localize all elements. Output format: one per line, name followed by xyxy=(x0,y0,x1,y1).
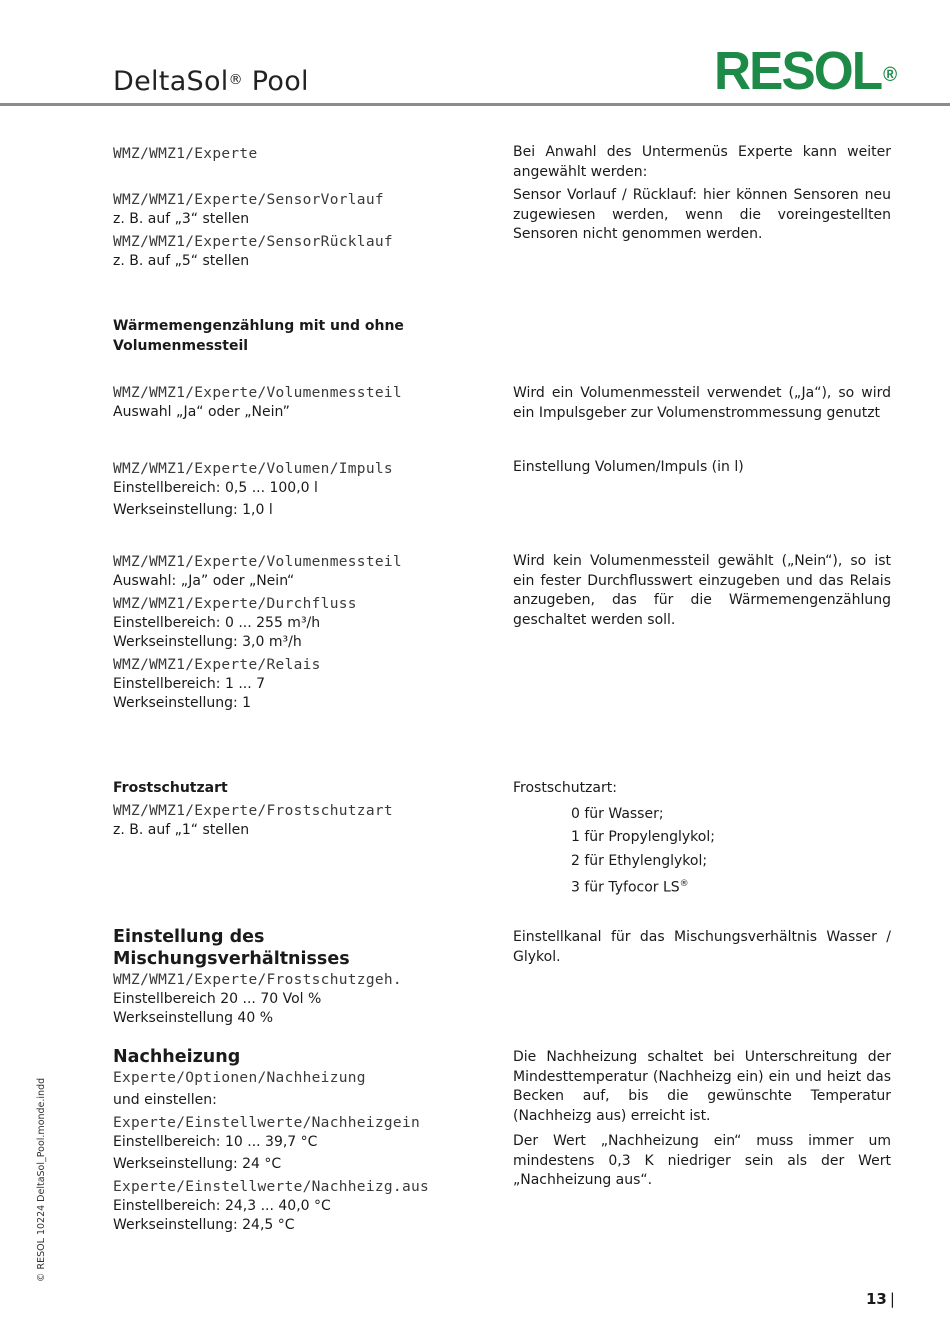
setting-range: Einstellbereich: 24,3 ... 40,0 °C xyxy=(113,1198,331,1214)
section-experte-right xyxy=(513,143,891,249)
logo-registered-mark: ® xyxy=(883,64,898,86)
section-nachheizung-left xyxy=(113,1046,503,1235)
section-volumen-impuls-left xyxy=(113,459,493,520)
page-number xyxy=(866,1290,895,1308)
section-heading: Frostschutzart xyxy=(113,780,228,796)
menu-path: WMZ/WMZ1/Experte/Volumen/Impuls xyxy=(113,461,393,477)
setting-note: z. B. auf „1“ stellen xyxy=(113,822,250,838)
file-imprint: © RESOL 10224 DeltaSol_Pool.monde.indd xyxy=(36,1077,47,1282)
factory-setting: Werkseinstellung: 1 xyxy=(113,695,252,711)
setting-note: z. B. auf „3“ stellen xyxy=(113,211,250,227)
list-item: 0 für Wasser; xyxy=(571,805,664,822)
title-suffix: Pool xyxy=(242,66,309,97)
list-item-text: 3 für Tyfocor LS xyxy=(571,879,680,896)
section-frostschutz-right xyxy=(513,779,891,900)
menu-path: WMZ/WMZ1/Experte/Frostschutzart xyxy=(113,803,393,819)
description-paragraph: Sensor Vorlauf / Rücklauf: hier können Sensoren neu zugewiesen werden, wenn die voreingestellten Sensoren nicht genommen werden. xyxy=(513,187,891,242)
menu-path: WMZ/WMZ1/Experte/Volumenmessteil xyxy=(113,385,402,401)
setting-range: Einstellbereich: 0,5 ... 100,0 l xyxy=(113,480,318,496)
menu-path: Experte/Optionen/Nachheizung xyxy=(113,1070,366,1086)
section-heading: Wärmemengenzählung mit und ohne Volumenmessteil xyxy=(113,318,404,354)
menu-path: Experte/Einstellwerte/Nachheizg.aus xyxy=(113,1179,430,1195)
description-paragraph: Wird kein Volumenmessteil gewählt („Nein“), so ist ein fester Durchflusswert einzugeben und das Relais anzugeben, das für die Wärmemengenzählung geschaltet werden soll. xyxy=(513,553,891,628)
factory-setting: Werkseinstellung: 24,5 °C xyxy=(113,1217,295,1233)
section-volumenmessteil-left xyxy=(113,383,493,422)
factory-setting: Werkseinstellung: 1,0 l xyxy=(113,502,273,518)
logo-text: RESOL xyxy=(714,41,882,101)
section-mischung-left xyxy=(113,926,503,1028)
menu-path: WMZ/WMZ1/Experte/SensorVorlauf xyxy=(113,192,384,208)
description-paragraph: Wird ein Volumenmessteil verwendet („Ja“), so wird ein Impulsgeber zur Volumenstrommessung genutzt xyxy=(513,385,891,421)
frostschutz-list xyxy=(571,803,891,901)
list-item: 1 für Propylenglykol; xyxy=(571,829,715,845)
setting-range: Einstellbereich: 0 ... 255 m³/h xyxy=(113,615,321,631)
description-paragraph: Einstellkanal für das Mischungsverhältnis Wasser / Glykol. xyxy=(513,929,891,965)
factory-setting: Werkseinstellung 40 % xyxy=(113,1010,273,1026)
setting-range: Einstellbereich: 1 ... 7 xyxy=(113,676,266,692)
title-text: DeltaSol xyxy=(113,66,229,97)
page-number-separator: | xyxy=(889,1290,895,1308)
document-title xyxy=(113,66,309,97)
registered-mark: ® xyxy=(679,879,689,889)
description-paragraph: Die Nachheizung schaltet bei Unterschreitung der Mindesttemperatur (Nachheizg ein) ein und heizt das Becken auf, bis die gewünschte Temperatur (Nachheizg aus) erreicht ist. xyxy=(513,1049,891,1124)
menu-path: WMZ/WMZ1/Experte/Relais xyxy=(113,657,321,673)
setting-range: Einstellbereich 20 ... 70 Vol % xyxy=(113,991,322,1007)
description-paragraph: Der Wert „Nachheizung ein“ muss immer um mindestens 0,3 K niedriger sein als der Wert „Nachheizung aus“. xyxy=(513,1133,891,1188)
setting-note: z. B. auf „5“ stellen xyxy=(113,253,250,269)
menu-path: WMZ/WMZ1/Experte/Durchfluss xyxy=(113,596,357,612)
list-item xyxy=(571,873,891,900)
description-paragraph: Einstellung Volumen/Impuls (in l) xyxy=(513,459,744,475)
resol-logo xyxy=(714,41,898,101)
menu-path: WMZ/WMZ1/Experte/Frostschutzgeh. xyxy=(113,972,402,988)
menu-path: WMZ/WMZ1/Experte/Volumenmessteil xyxy=(113,554,402,570)
menu-path: WMZ/WMZ1/Experte xyxy=(113,146,258,162)
setting-note: Auswahl: „Ja” oder „Nein“ xyxy=(113,573,295,589)
factory-setting: Werkseinstellung: 3,0 m³/h xyxy=(113,634,302,650)
menu-path: WMZ/WMZ1/Experte/SensorRücklauf xyxy=(113,234,393,250)
setting-note: und einstellen: xyxy=(113,1092,217,1108)
description-paragraph: Bei Anwahl des Untermenüs Experte kann weiter angewählt werden: xyxy=(513,144,891,180)
factory-setting: Werkseinstellung: 24 °C xyxy=(113,1156,282,1172)
title-registered-mark: ® xyxy=(228,72,243,88)
setting-note: Auswahl „Ja“ oder „Nein” xyxy=(113,404,290,420)
list-title: Frostschutzart: xyxy=(513,780,617,796)
page-number-value: 13 xyxy=(866,1290,887,1308)
list-item: 2 für Ethylenglykol; xyxy=(571,852,708,869)
section-experte-left xyxy=(113,144,493,271)
section-heading: Einstellung des Mischungsverhältnisses xyxy=(113,927,350,969)
setting-range: Einstellbereich: 10 ... 39,7 °C xyxy=(113,1134,318,1150)
header-rule xyxy=(0,103,950,106)
section-nachheizung-right xyxy=(513,1048,891,1195)
section-durchfluss-left xyxy=(113,552,493,713)
menu-path: Experte/Einstellwerte/Nachheizgein xyxy=(113,1115,421,1131)
section-heading: Nachheizung xyxy=(113,1047,241,1067)
section-frostschutz-left xyxy=(113,779,493,840)
